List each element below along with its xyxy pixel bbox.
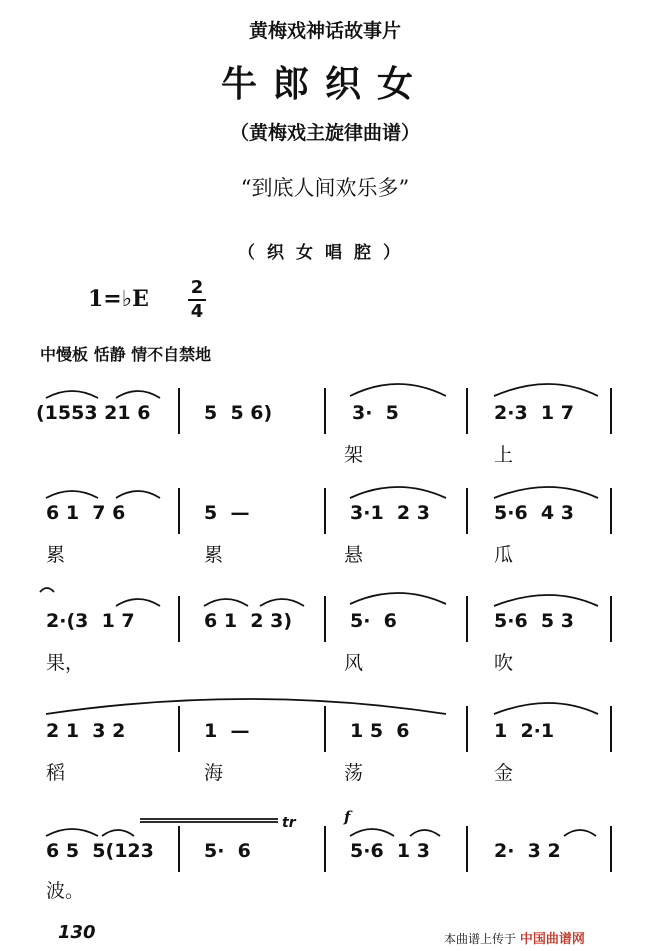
time-signature [186, 278, 208, 322]
lyric-1-4: 上 [494, 444, 514, 466]
lyric-4-4: 金 [494, 762, 514, 784]
lyric-4-2: 海 [204, 762, 224, 784]
measure-1-1: (1553 21 6 [36, 402, 151, 424]
measure-5-1: 6 5 5(123 [46, 840, 154, 862]
lyric-3-4: 吹 [494, 652, 514, 674]
lyric-4-1: 稻 [46, 762, 66, 784]
measure-3-3: 5· 6 [350, 610, 397, 632]
song-title: “到底人间欢乐多” [240, 176, 410, 200]
slur [564, 830, 596, 836]
barline [178, 488, 180, 534]
measure-1-3: 3· 5 [352, 402, 399, 424]
slur [46, 699, 446, 714]
barline [466, 488, 468, 534]
measure-1-4: 2·3 1 7 [494, 402, 574, 424]
barline [466, 826, 468, 872]
measure-5-2: 5· 6 [204, 840, 251, 862]
barline [610, 826, 612, 872]
barline [324, 826, 326, 872]
measure-3-4: 5·6 5 3 [494, 610, 574, 632]
slur [46, 829, 98, 836]
measure-4-4: 1 2·1 [494, 720, 555, 742]
barline [610, 488, 612, 534]
slur [494, 703, 598, 714]
barline [324, 706, 326, 752]
measure-2-3: 3·1 2 3 [350, 502, 430, 524]
slur [410, 830, 440, 836]
lyric-2-1: 累 [46, 544, 66, 566]
slur [204, 599, 248, 606]
slur [116, 391, 160, 398]
measure-2-1: 6 1 7 6 [46, 502, 126, 524]
slur [350, 384, 446, 396]
slur [350, 487, 446, 498]
measure-1-2: 5 5 6) [204, 402, 273, 424]
lyric-2-4: 瓜 [494, 544, 514, 566]
measure-5-4: 2· 3 2 [494, 840, 561, 862]
slur [116, 491, 160, 498]
trill-mark: tr [282, 815, 296, 831]
slur [494, 487, 598, 498]
lyric-3-3: 风 [344, 652, 364, 674]
series-title: 黄梅戏神话故事片 [248, 20, 401, 42]
role-label: （织女唱腔） [238, 243, 412, 263]
footer-upload-text: 本曲谱上传于 [444, 932, 517, 946]
time-signature-top: 2 [190, 277, 204, 298]
measure-4-3: 1 5 6 [350, 720, 410, 742]
barline [610, 706, 612, 752]
slur [46, 391, 98, 398]
footer-upload-note [444, 928, 585, 947]
lyric-4-3: 荡 [344, 762, 364, 784]
forte-mark: f [344, 808, 351, 826]
slur [494, 595, 598, 606]
page-number: 130 [58, 922, 96, 943]
measure-4-1: 2 1 3 2 [46, 720, 126, 742]
barline [178, 388, 180, 434]
barline [324, 388, 326, 434]
barline [178, 596, 180, 642]
tempo-marking: 中慢板 恬静 情不自禁地 [40, 345, 212, 364]
key-signature: 1=♭E [88, 286, 149, 312]
barline [466, 596, 468, 642]
lyric-2-3: 悬 [344, 544, 364, 566]
slur [494, 384, 598, 396]
lyric-5-1: 波。 [46, 880, 85, 902]
measure-2-2: 5 — [204, 502, 250, 524]
slur [46, 491, 98, 498]
barline [324, 488, 326, 534]
barline [324, 596, 326, 642]
barline [178, 706, 180, 752]
measure-2-4: 5·6 4 3 [494, 502, 574, 524]
barline [610, 596, 612, 642]
slur [116, 599, 160, 606]
measure-3-1: 2·(3 1 7 [46, 610, 135, 632]
slur [350, 829, 394, 836]
barline [610, 388, 612, 434]
barline [178, 826, 180, 872]
fermata [40, 588, 54, 592]
measure-3-2: 6 1 2 3) [204, 610, 293, 632]
sub-title: （黄梅戏主旋律曲谱） [229, 122, 420, 144]
lyric-3-1: 果， [46, 652, 85, 674]
barline [466, 388, 468, 434]
slur [102, 830, 134, 836]
slur [260, 599, 304, 606]
main-title: 牛郎织女 [220, 63, 429, 105]
time-signature-bottom: 4 [190, 301, 204, 322]
measure-4-2: 1 — [204, 720, 250, 742]
footer-brand: 中国曲谱网 [519, 932, 585, 947]
slur [350, 593, 446, 604]
lyric-1-3: 架 [344, 444, 364, 466]
lyric-2-2: 累 [204, 544, 224, 566]
measure-5-3: 5·6 1 3 [350, 840, 430, 862]
barline [466, 706, 468, 752]
